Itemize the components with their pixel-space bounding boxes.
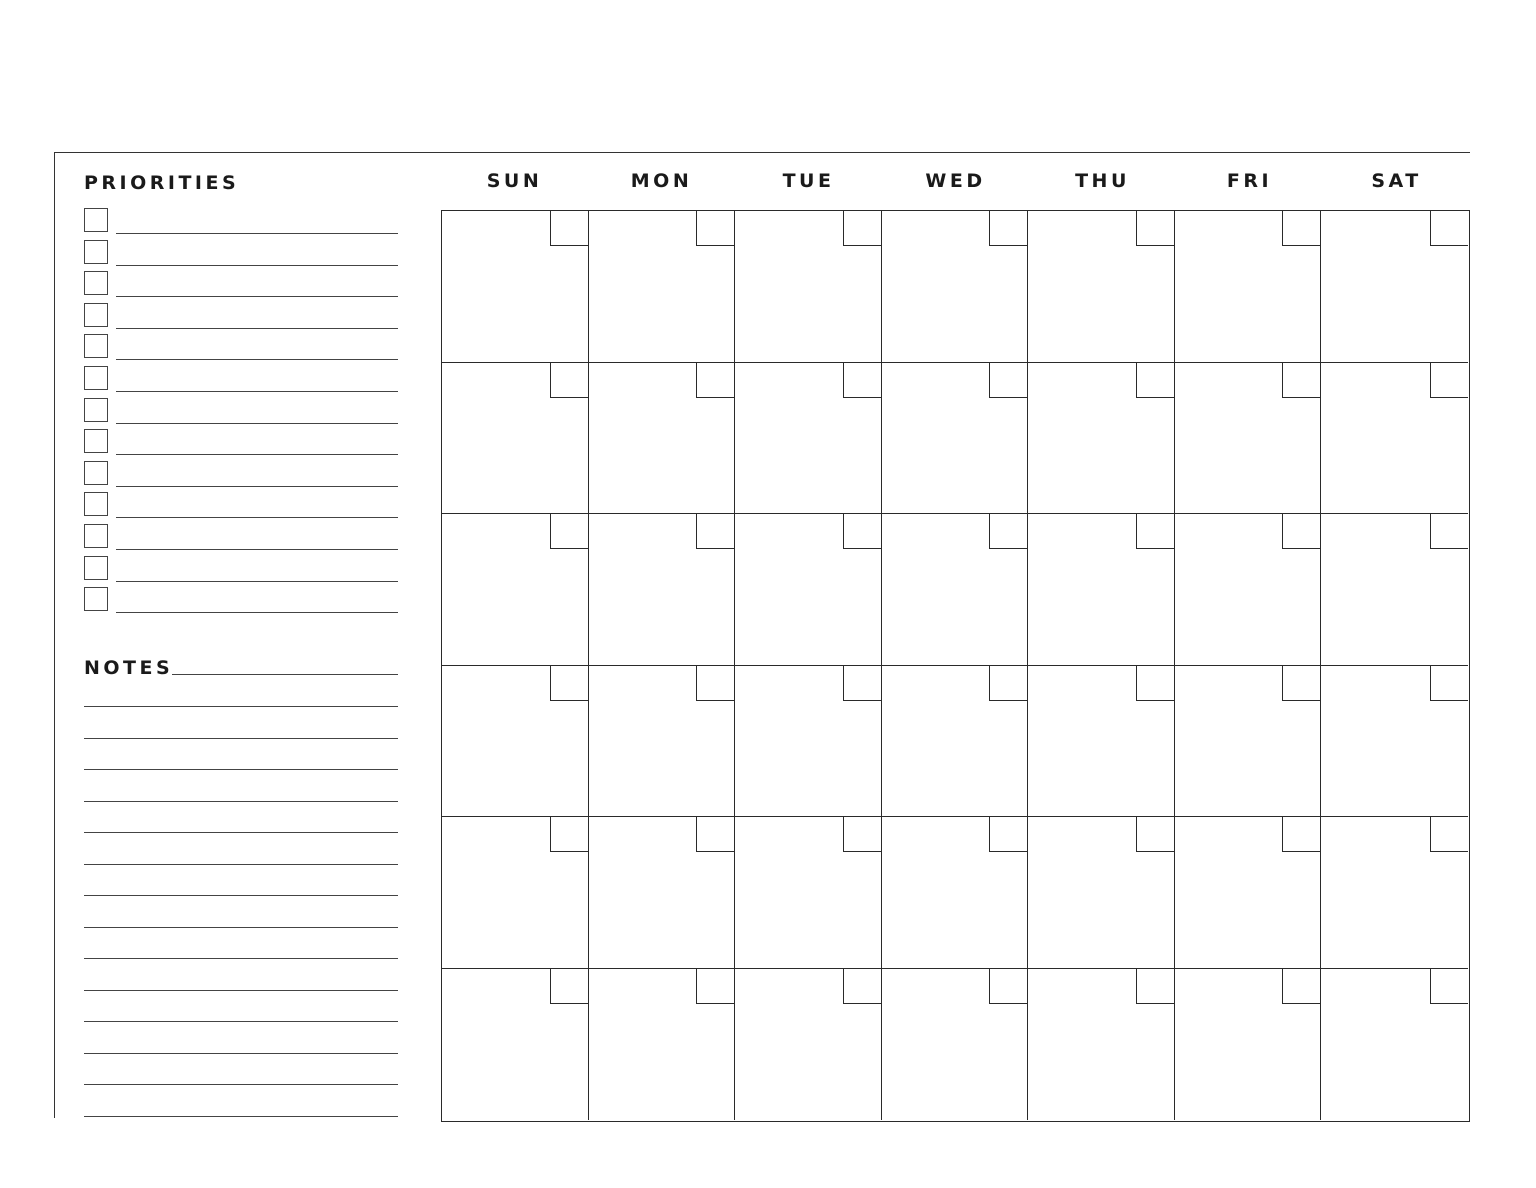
date-number-box[interactable] bbox=[1136, 363, 1174, 398]
date-number-box[interactable] bbox=[1282, 666, 1320, 701]
date-number-box[interactable] bbox=[1136, 969, 1174, 1004]
calendar-day-cell[interactable] bbox=[442, 666, 589, 818]
priority-item bbox=[84, 240, 400, 268]
notes-line[interactable] bbox=[84, 769, 398, 770]
date-number-box[interactable] bbox=[696, 969, 734, 1004]
calendar-day-cell[interactable] bbox=[1321, 211, 1468, 363]
calendar-day-cell[interactable] bbox=[882, 969, 1029, 1121]
priority-write-line[interactable] bbox=[116, 265, 398, 266]
notes-line[interactable] bbox=[84, 990, 398, 991]
calendar-day-cell[interactable] bbox=[1028, 817, 1175, 969]
date-number-box[interactable] bbox=[1282, 969, 1320, 1004]
priority-checkbox[interactable] bbox=[84, 271, 108, 295]
priority-write-line[interactable] bbox=[116, 612, 398, 613]
priority-write-line[interactable] bbox=[116, 517, 398, 518]
date-number-box[interactable] bbox=[989, 666, 1027, 701]
date-number-box[interactable] bbox=[1282, 817, 1320, 852]
calendar-day-cell[interactable] bbox=[589, 666, 736, 818]
priority-write-line[interactable] bbox=[116, 296, 398, 297]
priority-checkbox[interactable] bbox=[84, 524, 108, 548]
calendar-day-cell[interactable] bbox=[882, 363, 1029, 515]
date-number-box[interactable] bbox=[1282, 514, 1320, 549]
priority-write-line[interactable] bbox=[116, 391, 398, 392]
priority-write-line[interactable] bbox=[116, 423, 398, 424]
notes-line[interactable] bbox=[84, 1021, 398, 1022]
calendar-day-cell[interactable] bbox=[442, 514, 589, 666]
calendar-day-cell[interactable] bbox=[735, 969, 882, 1121]
calendar-day-cell[interactable] bbox=[882, 817, 1029, 969]
calendar-day-cell[interactable] bbox=[882, 666, 1029, 818]
priority-item bbox=[84, 208, 400, 236]
priority-item bbox=[84, 429, 400, 457]
priority-item bbox=[84, 366, 400, 394]
date-number-box[interactable] bbox=[843, 666, 881, 701]
calendar-day-cell[interactable] bbox=[1028, 969, 1175, 1121]
priority-checkbox[interactable] bbox=[84, 208, 108, 232]
notes-line[interactable] bbox=[84, 1116, 398, 1117]
calendar-day-cell[interactable] bbox=[1321, 666, 1468, 818]
notes-line[interactable] bbox=[84, 927, 398, 928]
calendar-day-cell[interactable] bbox=[1321, 363, 1468, 515]
calendar-day-cell[interactable] bbox=[1321, 514, 1468, 666]
calendar-day-cell[interactable] bbox=[735, 817, 882, 969]
priority-item bbox=[84, 461, 400, 489]
date-number-box[interactable] bbox=[1282, 211, 1320, 246]
calendar-grid bbox=[441, 210, 1470, 1122]
priority-checkbox[interactable] bbox=[84, 334, 108, 358]
date-number-box[interactable] bbox=[843, 817, 881, 852]
priority-write-line[interactable] bbox=[116, 233, 398, 234]
notes-line[interactable] bbox=[84, 895, 398, 896]
date-number-box[interactable] bbox=[550, 969, 588, 1004]
weekday-sun: SUN bbox=[486, 170, 543, 192]
weekday-fri: FRI bbox=[1226, 170, 1273, 192]
priority-item bbox=[84, 271, 400, 299]
priority-item bbox=[84, 587, 400, 615]
calendar-day-cell[interactable] bbox=[1175, 514, 1322, 666]
priority-item bbox=[84, 492, 400, 520]
calendar-day-cell[interactable] bbox=[735, 514, 882, 666]
calendar-day-cell[interactable] bbox=[735, 211, 882, 363]
date-number-box[interactable] bbox=[1430, 514, 1468, 549]
notes-line[interactable] bbox=[84, 738, 398, 739]
date-number-box[interactable] bbox=[989, 363, 1027, 398]
date-number-box[interactable] bbox=[1136, 514, 1174, 549]
date-number-box[interactable] bbox=[696, 363, 734, 398]
calendar-day-cell[interactable] bbox=[442, 817, 589, 969]
calendar-day-cell[interactable] bbox=[882, 211, 1029, 363]
date-number-box[interactable] bbox=[843, 514, 881, 549]
date-number-box[interactable] bbox=[843, 969, 881, 1004]
notes-heading: NOTES bbox=[84, 657, 174, 679]
priority-write-line[interactable] bbox=[116, 581, 398, 582]
notes-line[interactable] bbox=[84, 706, 398, 707]
date-number-box[interactable] bbox=[989, 514, 1027, 549]
date-number-box[interactable] bbox=[1430, 969, 1468, 1004]
priority-checkbox[interactable] bbox=[84, 461, 108, 485]
priority-checkbox[interactable] bbox=[84, 303, 108, 327]
date-number-box[interactable] bbox=[843, 211, 881, 246]
notes-line[interactable] bbox=[84, 1053, 398, 1054]
priority-item bbox=[84, 524, 400, 552]
calendar-day-cell[interactable] bbox=[1175, 817, 1322, 969]
notes-line[interactable] bbox=[84, 958, 398, 959]
date-number-box[interactable] bbox=[696, 211, 734, 246]
calendar-day-cell[interactable] bbox=[1175, 969, 1322, 1121]
date-number-box[interactable] bbox=[1136, 211, 1174, 246]
date-number-box[interactable] bbox=[1430, 363, 1468, 398]
calendar-day-cell[interactable] bbox=[442, 969, 589, 1121]
notes-line[interactable] bbox=[84, 864, 398, 865]
date-number-box[interactable] bbox=[989, 817, 1027, 852]
calendar-day-cell[interactable] bbox=[589, 363, 736, 515]
date-number-box[interactable] bbox=[1136, 666, 1174, 701]
priority-checkbox[interactable] bbox=[84, 240, 108, 264]
priorities-heading: PRIORITIES bbox=[84, 172, 240, 194]
calendar-day-cell[interactable] bbox=[1028, 514, 1175, 666]
priority-checkbox[interactable] bbox=[84, 556, 108, 580]
weekday-thu: THU bbox=[1075, 170, 1130, 192]
calendar-day-cell[interactable] bbox=[1175, 211, 1322, 363]
date-number-box[interactable] bbox=[550, 363, 588, 398]
calendar-day-cell[interactable] bbox=[735, 666, 882, 818]
notes-line[interactable] bbox=[84, 801, 398, 802]
date-number-box[interactable] bbox=[696, 666, 734, 701]
calendar-day-cell[interactable] bbox=[442, 363, 589, 515]
date-number-box[interactable] bbox=[550, 211, 588, 246]
priority-write-line[interactable] bbox=[116, 328, 398, 329]
priority-write-line[interactable] bbox=[116, 549, 398, 550]
calendar-day-cell[interactable] bbox=[1321, 969, 1468, 1121]
weekday-mon: MON bbox=[630, 170, 693, 192]
priority-write-line[interactable] bbox=[116, 454, 398, 455]
weekday-sat: SAT bbox=[1371, 170, 1422, 192]
date-number-box[interactable] bbox=[1430, 666, 1468, 701]
priority-checkbox[interactable] bbox=[84, 429, 108, 453]
calendar-day-cell[interactable] bbox=[589, 817, 736, 969]
weekday-wed: WED bbox=[925, 170, 986, 192]
calendar-day-cell[interactable] bbox=[1321, 817, 1468, 969]
date-number-box[interactable] bbox=[550, 514, 588, 549]
notes-line[interactable] bbox=[84, 832, 398, 833]
calendar-day-cell[interactable] bbox=[1175, 666, 1322, 818]
date-number-box[interactable] bbox=[989, 969, 1027, 1004]
notes-line[interactable] bbox=[84, 1084, 398, 1085]
calendar-day-cell[interactable] bbox=[882, 514, 1029, 666]
priority-write-line[interactable] bbox=[116, 486, 398, 487]
priority-item bbox=[84, 398, 400, 426]
calendar-day-cell[interactable] bbox=[735, 363, 882, 515]
date-number-box[interactable] bbox=[989, 211, 1027, 246]
weekday-tue: TUE bbox=[782, 170, 835, 192]
priority-checkbox[interactable] bbox=[84, 398, 108, 422]
calendar-day-cell[interactable] bbox=[1175, 363, 1322, 515]
page-frame-top-border bbox=[54, 152, 1470, 153]
priority-item bbox=[84, 334, 400, 362]
date-number-box[interactable] bbox=[550, 817, 588, 852]
date-number-box[interactable] bbox=[550, 666, 588, 701]
calendar-day-cell[interactable] bbox=[589, 969, 736, 1121]
calendar-day-cell[interactable] bbox=[1028, 666, 1175, 818]
date-number-box[interactable] bbox=[1136, 817, 1174, 852]
calendar-day-cell[interactable] bbox=[589, 514, 736, 666]
date-number-box[interactable] bbox=[1282, 363, 1320, 398]
priority-item bbox=[84, 556, 400, 584]
calendar-day-cell[interactable] bbox=[442, 211, 589, 363]
calendar-day-cell[interactable] bbox=[1028, 211, 1175, 363]
priority-checkbox[interactable] bbox=[84, 492, 108, 516]
date-number-box[interactable] bbox=[843, 363, 881, 398]
calendar-day-cell[interactable] bbox=[1028, 363, 1175, 515]
notes-heading-line[interactable] bbox=[172, 674, 398, 675]
date-number-box[interactable] bbox=[696, 817, 734, 852]
calendar-day-cell[interactable] bbox=[589, 211, 736, 363]
page-frame-left-border bbox=[54, 152, 55, 1118]
date-number-box[interactable] bbox=[1430, 817, 1468, 852]
priority-write-line[interactable] bbox=[116, 359, 398, 360]
date-number-box[interactable] bbox=[696, 514, 734, 549]
priority-item bbox=[84, 303, 400, 331]
priority-checkbox[interactable] bbox=[84, 587, 108, 611]
priority-checkbox[interactable] bbox=[84, 366, 108, 390]
date-number-box[interactable] bbox=[1430, 211, 1468, 246]
